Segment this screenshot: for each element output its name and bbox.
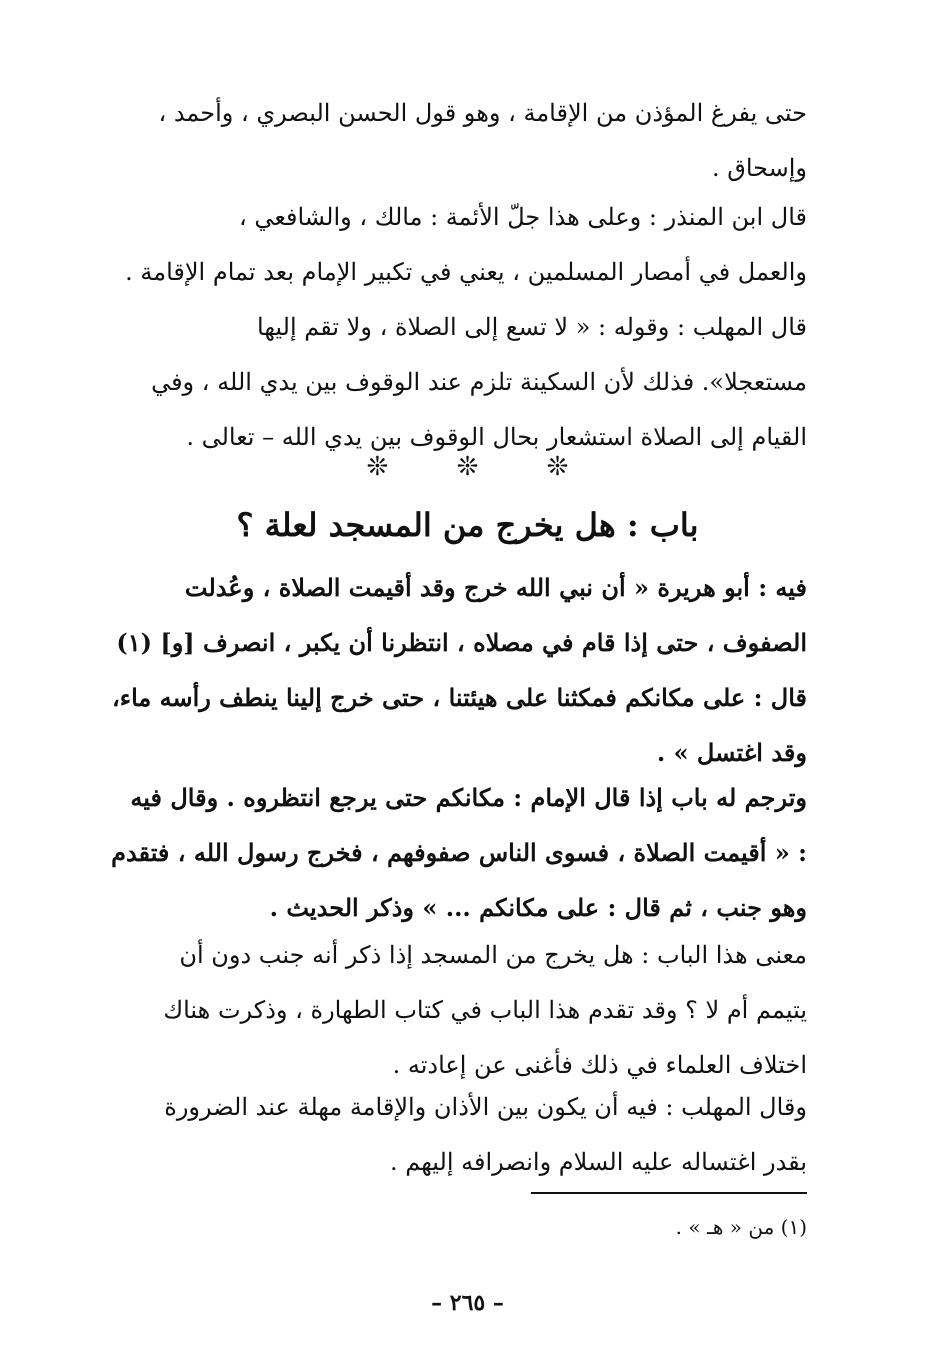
- text-line: حتى يفرغ المؤذن من الإقامة ، وهو قول الحسن البصري ، وأحمد ،: [158, 99, 807, 127]
- text-line: قال : على مكانكم فمكثنا على هيئتنا ، حتى خرج إلينا ينطف رأسه ماء،: [112, 683, 807, 712]
- text-line: بقدر اغتساله عليه السلام وانصرافه إليهم .: [390, 1148, 807, 1176]
- translation-paragraph: [111, 770, 807, 935]
- section-separator: [0, 452, 935, 482]
- muhallab-paragraph: [125, 1080, 807, 1190]
- text-line: : « أقيمت الصلاة ، فسوى الناس صفوفهم ، فخرج رسول الله ، فتقدم: [111, 838, 807, 867]
- paragraph-1: [125, 86, 807, 196]
- text-line: مستعجلا». فذلك لأن السكينة تلزم عند الوقوف بين يدي الله ، وفي: [151, 368, 807, 396]
- text-line: والعمل في أمصار المسلمين ، يعني في تكبير الإمام بعد تمام الإقامة .: [125, 258, 807, 286]
- text-line: وقد اغتسل » .: [656, 738, 807, 767]
- asterism-icon: ❊: [456, 452, 479, 482]
- paragraph-2: [125, 190, 807, 465]
- commentary-paragraph: [125, 928, 807, 1093]
- hadith-paragraph: [112, 560, 807, 780]
- text-line: قال المهلب : وقوله : « لا تسع إلى الصلاة ، ولا تقم إليها: [257, 313, 807, 341]
- footnote: (١) من « هـ » .: [675, 1215, 807, 1239]
- asterism-icon: ❊: [546, 452, 569, 482]
- text-line: اختلاف العلماء في ذلك فأغنى عن إعادته .: [392, 1051, 807, 1079]
- asterism-icon: ❊: [366, 452, 389, 482]
- text-line: قال ابن المنذر : وعلى هذا جلّ الأئمة : مالك ، والشافعي ،: [239, 203, 807, 231]
- text-line: وهو جنب ، ثم قال : على مكانكم ... » وذكر الحديث .: [269, 893, 807, 922]
- text-line: وإسحاق .: [711, 154, 807, 182]
- text-line: وقال المهلب : فيه أن يكون بين الأذان والإقامة مهلة عند الضرورة: [164, 1093, 807, 1121]
- text-line: القيام إلى الصلاة استشعار بحال الوقوف بين يدي الله – تعالى .: [186, 423, 807, 451]
- text-line: الصفوف ، حتى إذا قام في مصلاه ، انتظرنا أن يكبر ، انصرف [و] (١): [116, 628, 807, 657]
- page-number: – ٢٦٥ –: [431, 1290, 504, 1316]
- footnote-divider: [531, 1192, 807, 1194]
- text-line: يتيمم أم لا ؟ وقد تقدم هذا الباب في كتاب الطهارة ، وذكرت هناك: [163, 996, 807, 1024]
- chapter-heading: باب : هل يخرج من المسجد لعلة ؟: [236, 506, 699, 544]
- text-line: معنى هذا الباب : هل يخرج من المسجد إذا ذكر أنه جنب دون أن: [179, 941, 807, 969]
- text-line: وترجم له باب إذا قال الإمام : مكانكم حتى يرجع انتظروه . وقال فيه: [130, 783, 807, 812]
- text-line: فيه : أبو هريرة « أن نبي الله خرج وقد أقيمت الصلاة ، وعُدلت: [184, 573, 807, 602]
